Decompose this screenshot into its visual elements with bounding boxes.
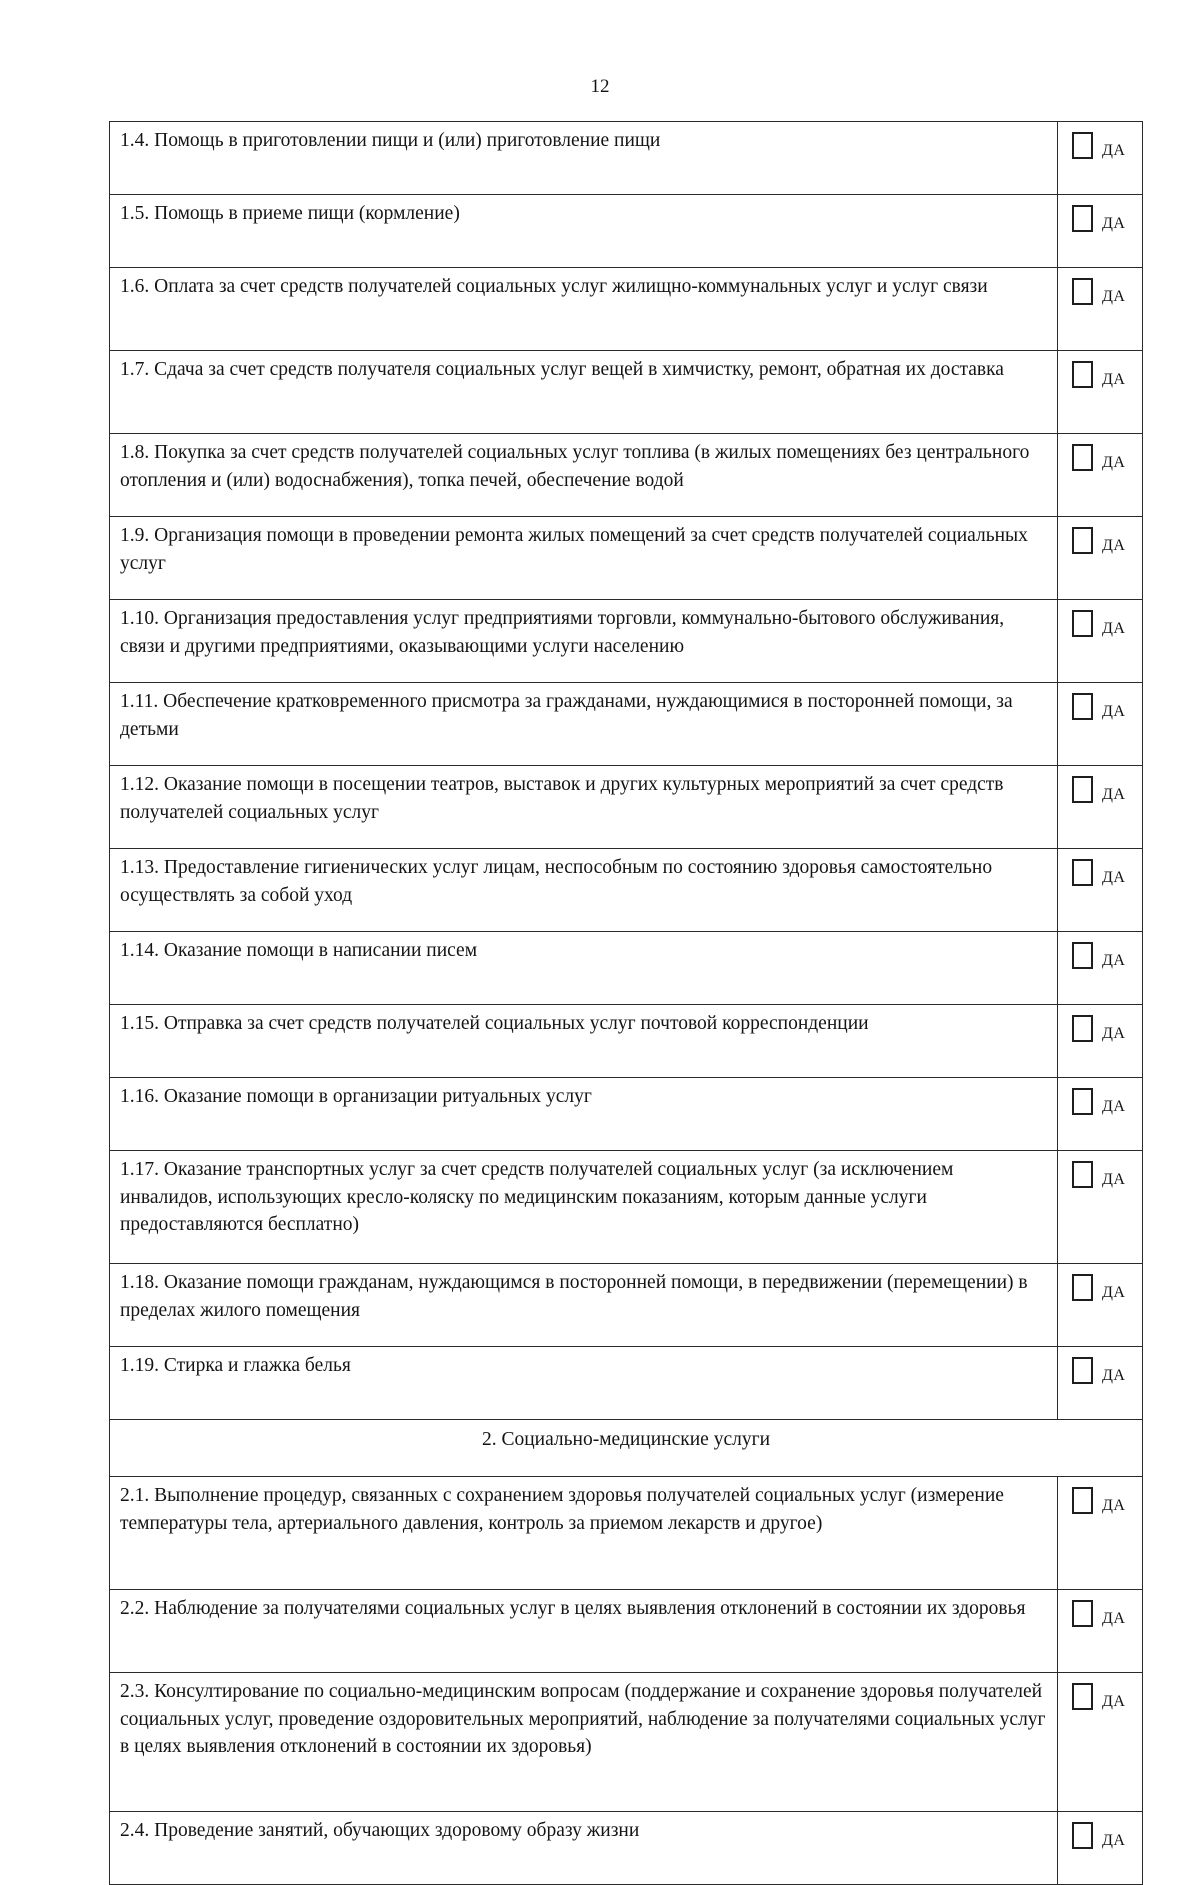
checkbox[interactable]: [1072, 1161, 1093, 1188]
checkbox[interactable]: [1072, 693, 1093, 720]
table-row: [110, 600, 1143, 683]
yes-label: ДА: [1102, 1497, 1126, 1514]
table-row: [110, 1673, 1143, 1812]
table-row: [110, 683, 1143, 766]
table-row: [110, 1264, 1143, 1347]
table-row: [110, 1812, 1143, 1885]
checkbox[interactable]: [1072, 1487, 1093, 1514]
yes-label: ДА: [1102, 869, 1126, 886]
yes-label: ДА: [1102, 1610, 1126, 1627]
checkbox[interactable]: [1072, 942, 1093, 969]
table-row: [110, 351, 1143, 434]
table-row: [110, 268, 1143, 351]
yes-label: ДА: [1102, 1284, 1126, 1301]
checkbox-cell: [1058, 1078, 1143, 1151]
checkbox-cell: [1058, 195, 1143, 268]
checkbox[interactable]: [1072, 776, 1093, 803]
table-row: [110, 517, 1143, 600]
table-row: [110, 849, 1143, 932]
service-description: 1.9. Организация помощи в проведении ремонта жилых помещений за счет средств получателей социальных услуг: [110, 517, 1058, 600]
yes-label: ДА: [1102, 142, 1126, 159]
section-title: 2. Социально-медицинские услуги: [110, 1420, 1143, 1477]
yes-label: ДА: [1102, 454, 1126, 471]
checkbox-cell: [1058, 600, 1143, 683]
checkbox-cell: [1058, 268, 1143, 351]
checkbox-cell: [1058, 1264, 1143, 1347]
service-description: 1.14. Оказание помощи в написании писем: [110, 932, 1058, 1005]
checkbox-cell: [1058, 1151, 1143, 1264]
checkbox[interactable]: [1072, 1683, 1093, 1710]
service-description: 1.17. Оказание транспортных услуг за счет средств получателей социальных услуг (за исключением инвалидов, использующих кресло-коляску по медицинским показаниям, которым данные услуги предоставляются бесплатно): [110, 1151, 1058, 1264]
service-description: 1.16. Оказание помощи в организации ритуальных услуг: [110, 1078, 1058, 1151]
checkbox-cell: [1058, 766, 1143, 849]
service-description: 2.3. Консултирование по социально-медицинским вопросам (поддержание и сохранение здоровья получателей социальных услуг, проведение оздоровительных мероприятий, наблюдение за получателями социальных услуг в целях выявления отклонений в состоянии их здоровья): [110, 1673, 1058, 1812]
checkbox[interactable]: [1072, 1357, 1093, 1384]
yes-label: ДА: [1102, 1098, 1126, 1115]
checkbox[interactable]: [1072, 361, 1093, 388]
checkbox-cell: [1058, 1673, 1143, 1812]
checkbox-cell: [1058, 517, 1143, 600]
table-row: [110, 1078, 1143, 1151]
table-row: [110, 932, 1143, 1005]
checkbox[interactable]: [1072, 1600, 1093, 1627]
section-header-row: [110, 1420, 1143, 1477]
checkbox[interactable]: [1072, 278, 1093, 305]
yes-label: ДА: [1102, 952, 1126, 969]
yes-label: ДА: [1102, 1832, 1126, 1849]
table-row: [110, 1005, 1143, 1078]
checkbox-cell: [1058, 1347, 1143, 1420]
service-description: 1.8. Покупка за счет средств получателей социальных услуг топлива (в жилых помещениях без центрального отопления и (или) водоснабжения), топка печей, обеспечение водой: [110, 434, 1058, 517]
service-description: 1.12. Оказание помощи в посещении театров, выставок и других культурных мероприятий за счет средств получателей социальных услуг: [110, 766, 1058, 849]
checkbox-cell: [1058, 434, 1143, 517]
checkbox[interactable]: [1072, 1822, 1093, 1849]
checkbox-cell: [1058, 1812, 1143, 1885]
table-row: [110, 434, 1143, 517]
checkbox[interactable]: [1072, 1088, 1093, 1115]
yes-label: ДА: [1102, 1025, 1126, 1042]
checkbox-cell: [1058, 932, 1143, 1005]
checkbox[interactable]: [1072, 132, 1093, 159]
checkbox[interactable]: [1072, 610, 1093, 637]
service-description: 1.18. Оказание помощи гражданам, нуждающимся в посторонней помощи, в передвижении (перемещении) в пределах жилого помещения: [110, 1264, 1058, 1347]
checkbox[interactable]: [1072, 205, 1093, 232]
service-description: 2.2. Наблюдение за получателями социальных услуг в целях выявления отклонений в состоянии их здоровья: [110, 1590, 1058, 1673]
yes-label: ДА: [1102, 537, 1126, 554]
service-description: 2.1. Выполнение процедур, связанных с сохранением здоровья получателей социальных услуг (измерение температуры тела, артериального давления, контроль за приемом лекарств и другое): [110, 1477, 1058, 1590]
service-description: 1.5. Помощь в приеме пищи (кормление): [110, 195, 1058, 268]
yes-label: ДА: [1102, 620, 1126, 637]
yes-label: ДА: [1102, 371, 1126, 388]
checkbox[interactable]: [1072, 527, 1093, 554]
table-row: [110, 766, 1143, 849]
service-description: 1.6. Оплата за счет средств получателей социальных услуг жилищно-коммунальных услуг и услуг связи: [110, 268, 1058, 351]
checkbox-cell: [1058, 683, 1143, 766]
service-description: 1.7. Сдача за счет средств получателя социальных услуг вещей в химчистку, ремонт, обратная их доставка: [110, 351, 1058, 434]
table-row: [110, 1477, 1143, 1590]
checkbox-cell: [1058, 1477, 1143, 1590]
yes-label: ДА: [1102, 215, 1126, 232]
table-row: [110, 195, 1143, 268]
service-description: 1.11. Обеспечение кратковременного присмотра за гражданами, нуждающимися в посторонней помощи, за детьми: [110, 683, 1058, 766]
yes-label: ДА: [1102, 703, 1126, 720]
checkbox-cell: [1058, 1590, 1143, 1673]
yes-label: ДА: [1102, 288, 1126, 305]
yes-label: ДА: [1102, 1171, 1126, 1188]
service-description: 1.15. Отправка за счет средств получателей социальных услуг почтовой корреспонденции: [110, 1005, 1058, 1078]
checkbox-cell: [1058, 122, 1143, 195]
table-row: [110, 1590, 1143, 1673]
checkbox[interactable]: [1072, 1274, 1093, 1301]
table-row: [110, 122, 1143, 195]
checkbox[interactable]: [1072, 444, 1093, 471]
yes-label: ДА: [1102, 1693, 1126, 1710]
page-number: 12: [590, 76, 610, 97]
checkbox-cell: [1058, 849, 1143, 932]
checkbox-cell: [1058, 351, 1143, 434]
yes-label: ДА: [1102, 1367, 1126, 1384]
table-row: [110, 1151, 1143, 1264]
table-row: [110, 1347, 1143, 1420]
checkbox-cell: [1058, 1005, 1143, 1078]
service-description: 1.4. Помощь в приготовлении пищи и (или) приготовление пищи: [110, 122, 1058, 195]
checkbox[interactable]: [1072, 1015, 1093, 1042]
yes-label: ДА: [1102, 786, 1126, 803]
service-description: 2.4. Проведение занятий, обучающих здоровому образу жизни: [110, 1812, 1058, 1885]
service-description: 1.13. Предоставление гигиенических услуг лицам, неспособным по состоянию здоровья самостоятельно осуществлять за собой уход: [110, 849, 1058, 932]
checkbox[interactable]: [1072, 859, 1093, 886]
services-table: [109, 121, 1143, 1885]
service-description: 1.19. Стирка и глажка белья: [110, 1347, 1058, 1420]
service-description: 1.10. Организация предоставления услуг предприятиями торговли, коммунально-бытового обслуживания, связи и другими предприятиями, оказывающими услуги населению: [110, 600, 1058, 683]
